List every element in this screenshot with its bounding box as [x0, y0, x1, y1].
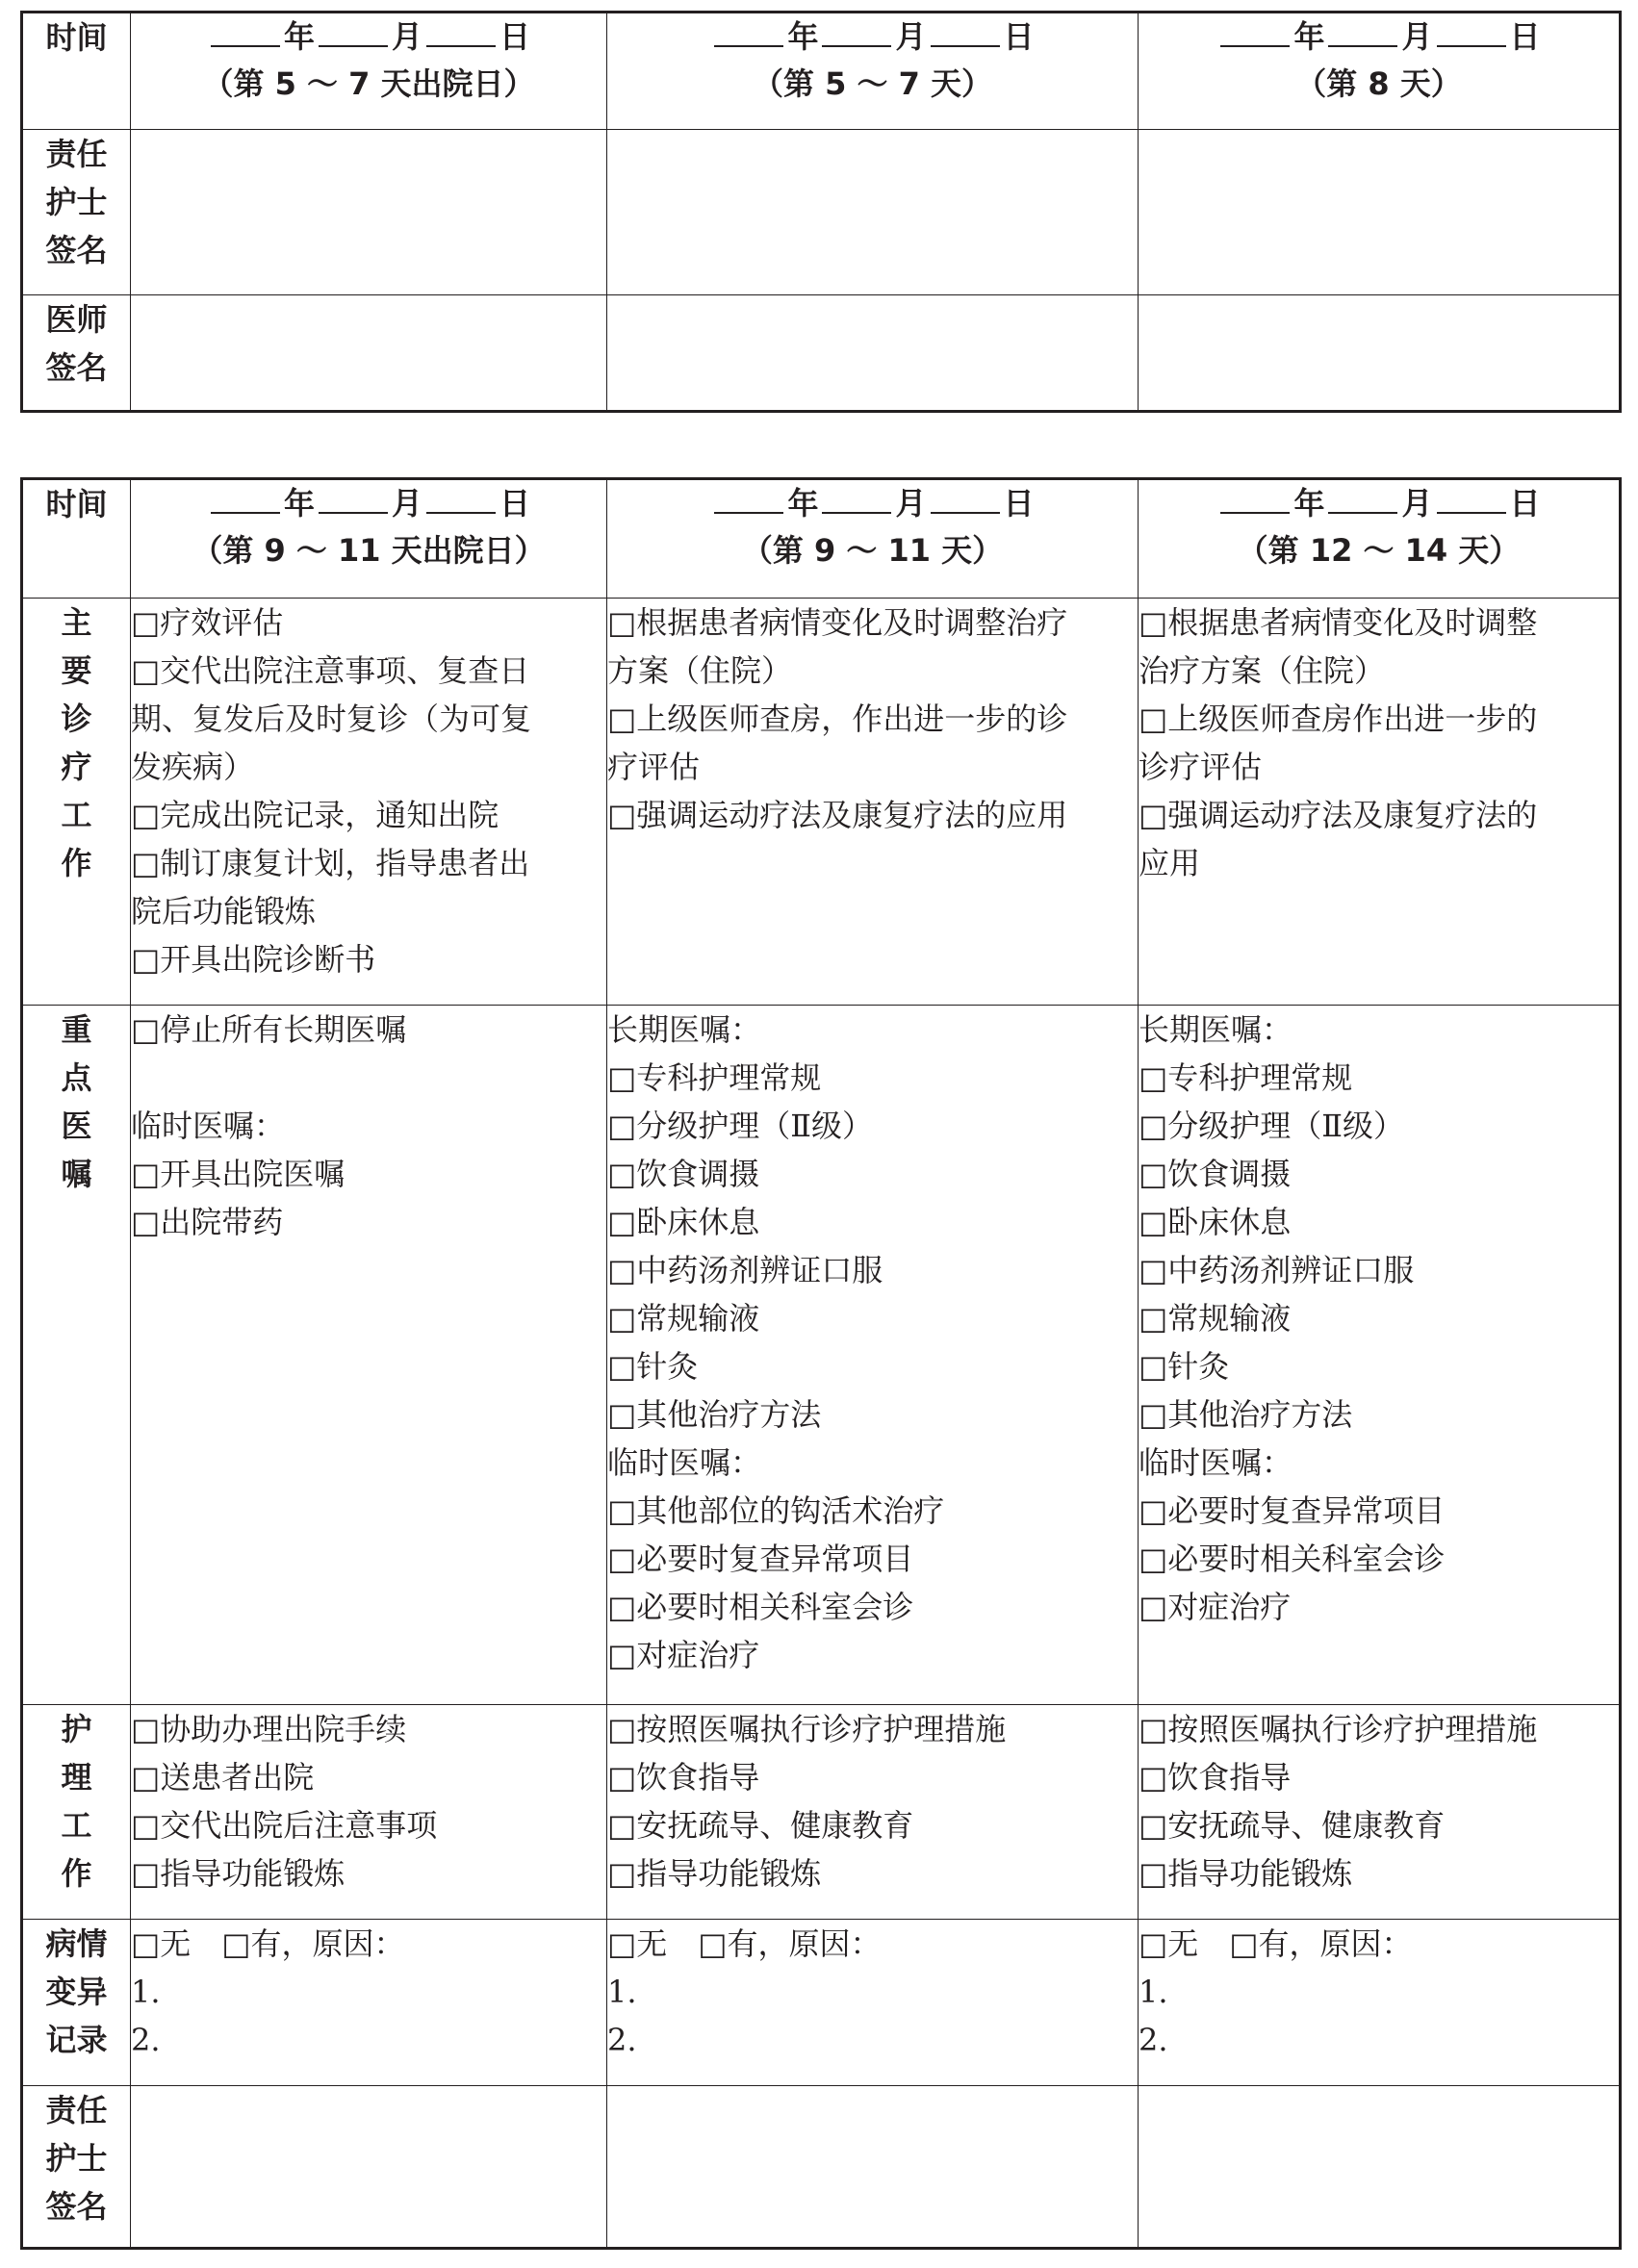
signature-field[interactable] [1139, 130, 1621, 295]
signature-field[interactable] [607, 130, 1139, 295]
checklist-item[interactable]: □必要时复查异常项目 [1139, 1492, 1446, 1529]
nurse-signature-row [22, 2086, 1621, 2249]
checklist-item[interactable]: □出院带药 [131, 1204, 284, 1240]
time-label: 时间 [22, 479, 131, 599]
checklist-item[interactable]: □制订康复计划，指导患者出 [131, 845, 530, 881]
checklist-item[interactable]: □按照医嘱执行诊疗护理措施 [1139, 1711, 1538, 1747]
doctor-signature-row [22, 295, 1621, 412]
reason-line[interactable]: 1. [607, 1974, 637, 2010]
day-range: （第 5 ～ 7 天） [752, 65, 993, 102]
checklist-item[interactable]: □疗效评估 [131, 604, 284, 641]
checklist-item[interactable]: □安抚疏导、健康教育 [1139, 1807, 1446, 1844]
checklist-item[interactable]: □中药汤剂辨证口服 [607, 1252, 883, 1288]
checklist-item[interactable]: □送患者出院 [131, 1759, 315, 1796]
nursing-work-row [22, 1705, 1621, 1920]
main-treatment-list [607, 599, 1139, 1006]
checklist-item[interactable]: □交代出院后注意事项 [131, 1807, 438, 1844]
checklist-item-continued: 应用 [1139, 845, 1201, 881]
date-cell: 年 月 日 （第 5 ～ 7 天） [607, 13, 1139, 130]
checklist-item[interactable]: □其他部位的钩活术治疗 [607, 1492, 945, 1529]
section-heading: 临时医嘱： [1139, 1444, 1293, 1481]
checklist-item[interactable]: □必要时复查异常项目 [607, 1541, 914, 1577]
checklist-item[interactable]: □必要时相关科室会诊 [1139, 1541, 1446, 1577]
signature-field[interactable] [1139, 2086, 1621, 2249]
checklist-item[interactable]: □强调运动疗法及康复疗法的应用 [607, 797, 1068, 833]
section-heading: 临时医嘱： [131, 1108, 286, 1144]
checklist-item[interactable]: □常规输液 [1139, 1300, 1292, 1337]
day-range: （第 12 ～ 14 天） [1237, 532, 1521, 569]
nursing-list [607, 1705, 1139, 1920]
variance-checkboxes[interactable]: □无 □有，原因： [1139, 1925, 1413, 1962]
checklist-item-continued: 诊疗评估 [1139, 749, 1263, 785]
checklist-item[interactable]: □对症治疗 [607, 1637, 760, 1673]
reason-line[interactable]: 2. [131, 2022, 161, 2058]
time-row [22, 13, 1621, 130]
orders-list [1139, 1006, 1621, 1705]
variance-field [607, 1920, 1139, 2086]
checklist-item[interactable]: □卧床休息 [1139, 1204, 1292, 1240]
checklist-item[interactable]: □专科护理常规 [607, 1059, 822, 1096]
main-treatment-list [1139, 599, 1621, 1006]
signature-field[interactable] [607, 2086, 1139, 2249]
checklist-item[interactable]: □其他治疗方法 [607, 1396, 822, 1433]
key-orders-row [22, 1006, 1621, 1705]
checklist-item[interactable]: □指导功能锻炼 [1139, 1855, 1353, 1892]
signature-field[interactable] [131, 295, 607, 412]
date-cell: 年 月 日 （第 9 ～ 11 天） [607, 479, 1139, 599]
checklist-item-continued: 方案（住院） [607, 652, 793, 689]
doctor-signature-label: 医师 签名 [22, 295, 131, 412]
checklist-item[interactable]: □常规输液 [607, 1300, 760, 1337]
section-heading: 长期医嘱： [607, 1011, 762, 1048]
main-treatment-label: 主 要 诊 疗 工 作 [22, 599, 131, 1006]
day-range: （第 8 天） [1295, 65, 1462, 102]
checklist-item[interactable]: □中药汤剂辨证口服 [1139, 1252, 1415, 1288]
checklist-item[interactable]: □指导功能锻炼 [131, 1855, 346, 1892]
nurse-signature-row [22, 130, 1621, 295]
checklist-item[interactable]: □安抚疏导、健康教育 [607, 1807, 914, 1844]
reason-line[interactable]: 2. [607, 2022, 637, 2058]
checklist-item[interactable]: □专科护理常规 [1139, 1059, 1353, 1096]
day-range: （第 9 ～ 11 天） [741, 532, 1004, 569]
nursing-list [131, 1705, 607, 1920]
orders-list [607, 1006, 1139, 1705]
reason-line[interactable]: 2. [1139, 2022, 1168, 2058]
variance-field [131, 1920, 607, 2086]
signature-field[interactable] [131, 2086, 607, 2249]
checklist-item[interactable]: □针灸 [607, 1348, 699, 1385]
checklist-item[interactable]: □卧床休息 [607, 1204, 760, 1240]
variance-checkboxes[interactable]: □无 □有，原因： [131, 1925, 405, 1962]
day-range: （第 9 ～ 11 天出院日） [192, 532, 546, 569]
nursing-list [1139, 1705, 1621, 1920]
variance-record-label: 病情 变异 记录 [22, 1920, 131, 2086]
checklist-item[interactable]: □分级护理（Ⅱ级） [607, 1108, 873, 1144]
checklist-item[interactable]: □饮食调摄 [607, 1156, 760, 1192]
checklist-item-continued: 院后功能锻炼 [131, 893, 317, 930]
time-row [22, 479, 1621, 599]
checklist-item[interactable]: □按照医嘱执行诊疗护理措施 [607, 1711, 1007, 1747]
reason-line[interactable]: 1. [131, 1974, 161, 2010]
checklist-item-continued: 疗评估 [607, 749, 701, 785]
checklist-item-continued: 期、复发后及时复诊（为可复 [131, 701, 532, 737]
date-cell: 年 月 日 （第 12 ～ 14 天） [1139, 479, 1621, 599]
checklist-item[interactable]: □停止所有长期医嘱 [131, 1011, 407, 1048]
checklist-item[interactable]: □开具出院诊断书 [131, 941, 376, 978]
checklist-item[interactable]: □根据患者病情变化及时调整治疗 [607, 604, 1068, 641]
checklist-item[interactable]: □其他治疗方法 [1139, 1396, 1353, 1433]
checklist-item[interactable]: □对症治疗 [1139, 1589, 1292, 1625]
section-heading: 长期医嘱： [1139, 1011, 1293, 1048]
checklist-item[interactable]: □必要时相关科室会诊 [607, 1589, 914, 1625]
signature-field[interactable] [131, 130, 607, 295]
date-cell: 年 月 日 （第 8 天） [1139, 13, 1621, 130]
signature-field[interactable] [607, 295, 1139, 412]
reason-line[interactable]: 1. [1139, 1974, 1168, 2010]
checklist-item[interactable]: □饮食指导 [607, 1759, 760, 1796]
pathway-table-lower [20, 477, 1622, 2250]
checklist-item[interactable]: □针灸 [1139, 1348, 1230, 1385]
checklist-item[interactable]: □饮食调摄 [1139, 1156, 1292, 1192]
checklist-item-continued: 发疾病） [131, 749, 255, 785]
checklist-item[interactable]: □饮食指导 [1139, 1759, 1292, 1796]
checklist-item[interactable]: □开具出院医嘱 [131, 1156, 346, 1192]
checklist-item[interactable]: □上级医师查房，作出进一步的诊 [607, 701, 1068, 737]
date-cell: 年 月 日 （第 9 ～ 11 天出院日） [131, 479, 607, 599]
nursing-work-label: 护 理 工 作 [22, 1705, 131, 1920]
checklist-item[interactable]: □强调运动疗法及康复疗法的 [1139, 797, 1538, 833]
orders-list [131, 1006, 607, 1705]
time-label: 时间 [22, 13, 131, 130]
section-heading: 临时医嘱： [607, 1444, 762, 1481]
checklist-item[interactable]: □协助办理出院手续 [131, 1711, 407, 1747]
nurse-signature-label: 责任 护士 签名 [22, 2086, 131, 2249]
main-treatment-row [22, 599, 1621, 1006]
key-orders-label: 重 点 医 嘱 [22, 1006, 131, 1705]
checklist-item[interactable]: □根据患者病情变化及时调整 [1139, 604, 1538, 641]
variance-field [1139, 1920, 1621, 2086]
nurse-signature-label: 责任 护士 签名 [22, 130, 131, 295]
signature-field[interactable] [1139, 295, 1621, 412]
checklist-item[interactable]: □分级护理（Ⅱ级） [1139, 1108, 1404, 1144]
variance-record-row [22, 1920, 1621, 2086]
date-cell: 年 月 日 （第 5 ～ 7 天出院日） [131, 13, 607, 130]
checklist-item[interactable]: □交代出院注意事项、复查日 [131, 652, 530, 689]
checklist-item[interactable]: □指导功能锻炼 [607, 1855, 822, 1892]
day-range: （第 5 ～ 7 天出院日） [202, 65, 535, 102]
checklist-item[interactable]: □完成出院记录，通知出院 [131, 797, 499, 833]
checklist-item-continued: 治疗方案（住院） [1139, 652, 1386, 689]
main-treatment-list [131, 599, 607, 1006]
checklist-item[interactable]: □上级医师查房作出进一步的 [1139, 701, 1538, 737]
variance-checkboxes[interactable]: □无 □有，原因： [607, 1925, 882, 1962]
pathway-table-upper [20, 11, 1622, 413]
